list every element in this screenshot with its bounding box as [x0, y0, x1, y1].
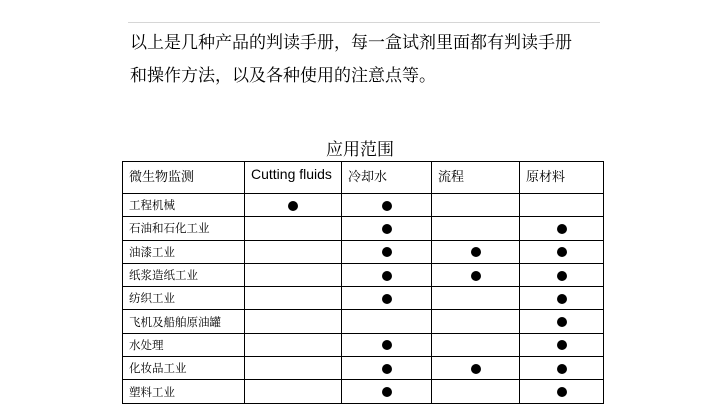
table-cell: [432, 217, 520, 240]
header-raw-materials: 原材料: [520, 162, 604, 194]
table-cell: [432, 310, 520, 333]
filled-circle-icon: [382, 387, 392, 397]
table-row: [123, 310, 604, 333]
table-cell: [520, 240, 604, 263]
table-cell: [342, 333, 432, 356]
table-cell: [245, 240, 342, 263]
table-cell: [342, 194, 432, 217]
application-table: [122, 161, 604, 404]
filled-circle-icon: [382, 294, 392, 304]
table-cell: [520, 287, 604, 310]
filled-circle-icon: [471, 364, 481, 374]
table-cell: [245, 263, 342, 286]
table-cell: [520, 357, 604, 380]
table-cell: [520, 194, 604, 217]
table-cell: [432, 333, 520, 356]
table-cell: [432, 194, 520, 217]
table-cell: [432, 357, 520, 380]
filled-circle-icon: [382, 271, 392, 281]
filled-circle-icon: [557, 271, 567, 281]
table-title: 应用范围: [326, 140, 394, 160]
row-label: 化妆品工业: [123, 357, 245, 380]
table-cell: [432, 380, 520, 403]
row-label: 飞机及船舶原油罐: [123, 310, 245, 333]
paragraph-line-1: 以上是几种产品的判读手册，每一盒试剂里面都有判读手册: [130, 33, 572, 53]
filled-circle-icon: [382, 340, 392, 350]
table-cell: [342, 310, 432, 333]
filled-circle-icon: [382, 201, 392, 211]
row-label: 石油和石化工业: [123, 217, 245, 240]
row-label: 工程机械: [123, 194, 245, 217]
table-cell: [245, 194, 342, 217]
filled-circle-icon: [557, 317, 567, 327]
table-cell: [520, 263, 604, 286]
table-cell: [245, 380, 342, 403]
filled-circle-icon: [557, 364, 567, 374]
table-cell: [245, 357, 342, 380]
header-cooling-water: 冷却水: [342, 162, 432, 194]
table-row: [123, 263, 604, 286]
table-row: [123, 240, 604, 263]
table-cell: [245, 333, 342, 356]
table-cell: [342, 357, 432, 380]
table-cell: [342, 217, 432, 240]
filled-circle-icon: [557, 387, 567, 397]
row-label: 油漆工业: [123, 240, 245, 263]
table-cell: [342, 380, 432, 403]
filled-circle-icon: [557, 247, 567, 257]
table-cell: [245, 287, 342, 310]
table-cell: [432, 287, 520, 310]
table-cell: [520, 333, 604, 356]
header-cutting-fluids: Cutting fluids: [245, 162, 342, 194]
table-row: [123, 194, 604, 217]
filled-circle-icon: [471, 247, 481, 257]
filled-circle-icon: [288, 201, 298, 211]
top-divider: [128, 22, 600, 23]
header-microbial-monitoring: 微生物监测: [123, 162, 245, 194]
table-cell: [432, 263, 520, 286]
row-label: 塑料工业: [123, 380, 245, 403]
header-process: 流程: [432, 162, 520, 194]
filled-circle-icon: [557, 340, 567, 350]
filled-circle-icon: [557, 294, 567, 304]
table-cell: [245, 310, 342, 333]
table-row: [123, 333, 604, 356]
filled-circle-icon: [382, 224, 392, 234]
filled-circle-icon: [382, 247, 392, 257]
table-body: [123, 194, 604, 404]
table-cell: [520, 217, 604, 240]
table-row: [123, 357, 604, 380]
table-cell: [432, 240, 520, 263]
table-cell: [342, 263, 432, 286]
table-cell: [245, 217, 342, 240]
row-label: 纺织工业: [123, 287, 245, 310]
table-header-row: [123, 162, 604, 194]
table-cell: [520, 380, 604, 403]
paragraph-line-2: 和操作方法，以及各种使用的注意点等。: [130, 66, 436, 86]
table-row: [123, 287, 604, 310]
filled-circle-icon: [471, 271, 481, 281]
table-cell: [520, 310, 604, 333]
filled-circle-icon: [557, 224, 567, 234]
table-row: [123, 380, 604, 403]
table-cell: [342, 287, 432, 310]
row-label: 水处理: [123, 333, 245, 356]
filled-circle-icon: [382, 364, 392, 374]
table-cell: [342, 240, 432, 263]
row-label: 纸浆造纸工业: [123, 263, 245, 286]
table-row: [123, 217, 604, 240]
